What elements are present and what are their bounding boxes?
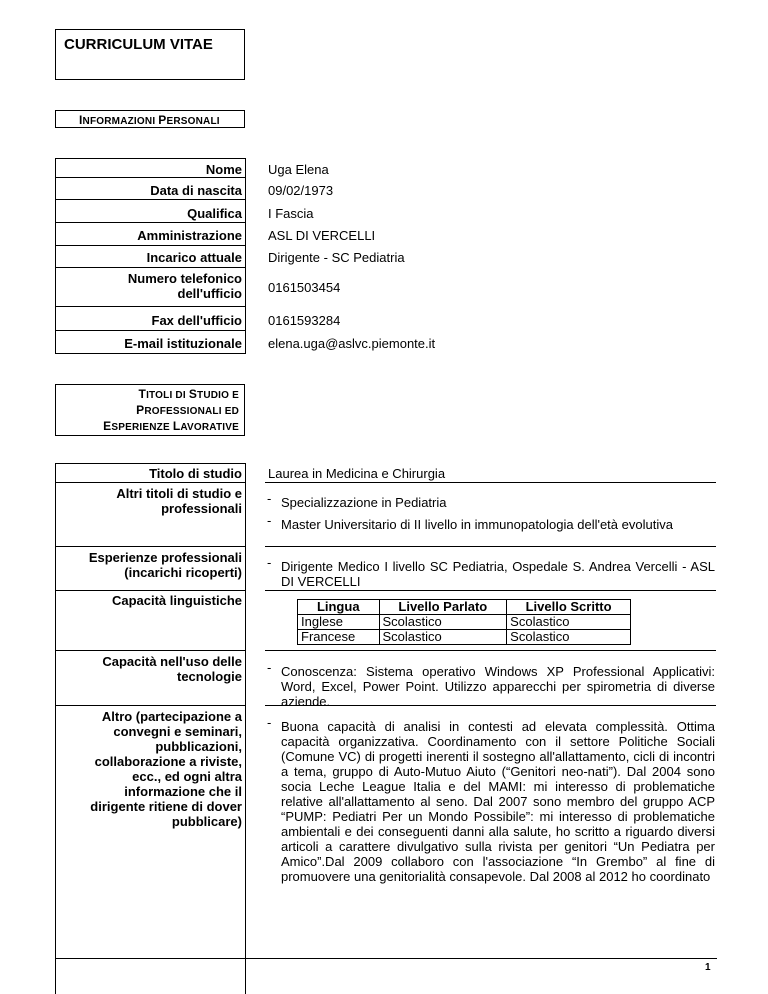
value-fax: 0161593284 — [268, 313, 341, 328]
label-titolo-studio: Titolo di studio — [149, 466, 242, 481]
cv-title: CURRICULUM VITAE — [64, 36, 213, 53]
titles-heading: TITOLI DI STUDIO E PROFESSIONALI ED ESPERIENZE LAVORATIVE — [103, 387, 239, 433]
personal-info-heading-box — [55, 110, 245, 128]
titles-heading-box — [55, 384, 245, 436]
value-titolo-studio: Laurea in Medicina e Chirurgia — [268, 466, 446, 481]
cv-title-box — [55, 29, 245, 80]
languages-header-row — [298, 600, 631, 615]
bullet-dash: - — [267, 555, 272, 570]
tecnologie-text: Conoscenza: Sistema operativo Windows XP Professional Applicativi: Word, Excel, Power Point. Utilizzo apparecchi per spirometria di diverse aziende. — [281, 664, 715, 709]
language-cell: Scolastico — [507, 615, 631, 630]
altri-item-1: Specializzazione in Pediatria — [281, 495, 447, 510]
label-data-nascita: Data di nascita — [150, 183, 242, 198]
altri-item-2: Master Universitario di II livello in immunopatologia dell'età evolutiva — [281, 517, 673, 532]
label-fax: Fax dell'ufficio — [151, 313, 242, 328]
bullet-dash: - — [267, 715, 272, 730]
language-cell: Scolastico — [379, 630, 507, 645]
footer-rule — [55, 958, 717, 959]
label-telefono: Numero telefonico dell'ufficio — [127, 271, 242, 301]
label-amministrazione: Amministrazione — [137, 228, 242, 243]
value-email: elena.uga@aslvc.piemonte.it — [268, 336, 436, 351]
language-cell: Scolastico — [379, 615, 507, 630]
value-nome: Uga Elena — [268, 162, 329, 177]
label-tecnologie: Capacità nell'uso delle tecnologie — [102, 654, 242, 684]
language-cell: Scolastico — [507, 630, 631, 645]
personal-info-heading: INFORMAZIONI PERSONALI — [79, 113, 220, 127]
label-lingue: Capacità linguistiche — [111, 593, 242, 608]
bullet-dash: - — [267, 660, 272, 675]
label-incarico: Incarico attuale — [146, 250, 242, 265]
bullet-dash: - — [267, 513, 272, 528]
value-qualifica: I Fascia — [268, 206, 314, 221]
value-amministrazione: ASL DI VERCELLI — [268, 228, 376, 243]
label-email: E-mail istituzionale — [124, 336, 242, 351]
altro-text: Buona capacità di analisi in contesti ad elevata complessità. Ottima capacità organizzativa. Coordinamento con il settore Politiche Sociali (Comune VC) di progetti inerenti il sostegno all'allattamento, cicli di incontri a tema, gruppo di Auto-Mutuo Aiuto (“Genitori neo-nati”). Dal 2004 sono socia Leche League Italia e del MAMI: mi interesso di problematiche relative all'allattamento al seno. Dal 2007 sono membro del gruppo ACP “PUMP: Pediatri Per un Mondo Possibile”: mi interesso di problematiche ambientali e dei conseguenti danni alla salute, ho scritto a riguardo diversi articoli a carattere divulgativo sulla rivista per genitori “Un Pediatra per Amico”.Dal 2009 collaboro con l'associazione “In Grembo” al fine di promuovere una genitorialità consapevole. Dal 2008 al 2012 ho coordinato — [281, 719, 715, 884]
bullet-dash: - — [267, 491, 272, 506]
label-qualifica: Qualifica — [187, 206, 242, 221]
languages-table — [297, 599, 631, 645]
languages-header: Livello Scritto — [507, 600, 631, 615]
language-cell: Francese — [298, 630, 380, 645]
label-altro: Altro (partecipazione a convegni e seminari, pubblicazioni, collaborazione a riviste, ecc., ed ogni altra informazione che il dirigente ritiene di dover pubblicare) — [90, 709, 242, 829]
table-row — [298, 630, 631, 645]
language-cell: Inglese — [298, 615, 380, 630]
esperienze-item-1: Dirigente Medico I livello SC Pediatria, Ospedale S. Andrea Vercelli - ASL DI VERCELLI — [281, 559, 715, 589]
label-esperienze: Esperienze professionali (incarichi ricoperti) — [88, 550, 242, 580]
label-nome: Nome — [205, 162, 242, 177]
page-number: 1 — [705, 962, 711, 973]
value-telefono: 0161503454 — [268, 280, 341, 295]
languages-header: Livello Parlato — [379, 600, 507, 615]
value-incarico: Dirigente - SC Pediatria — [268, 250, 405, 265]
table-row — [298, 615, 631, 630]
value-data-nascita: 09/02/1973 — [268, 183, 334, 198]
languages-header: Lingua — [298, 600, 380, 615]
label-altri-titoli: Altri titoli di studio e professionali — [116, 486, 242, 516]
